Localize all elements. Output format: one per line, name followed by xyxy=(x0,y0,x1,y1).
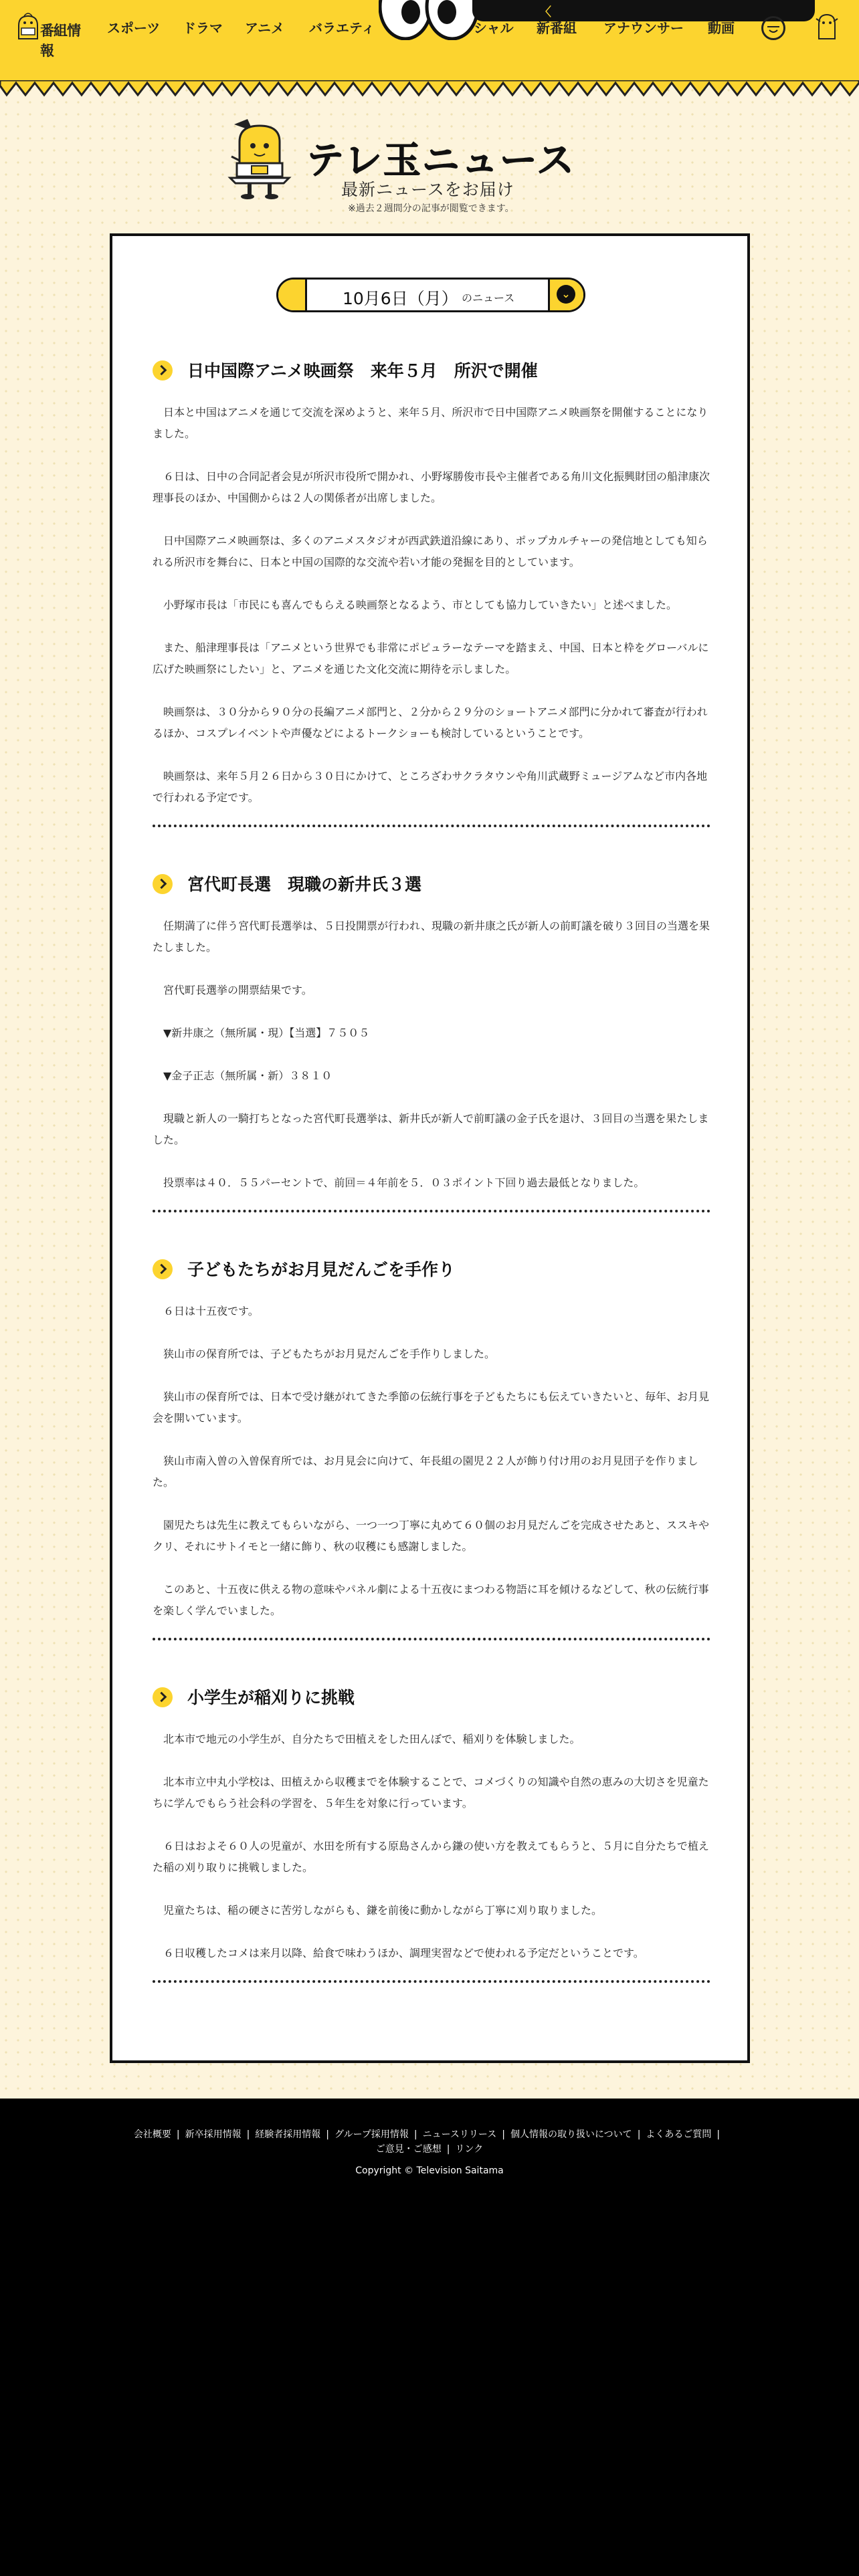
footer-link-experienced[interactable]: 経験者採用情報 xyxy=(255,2129,321,2140)
date-select[interactable] xyxy=(276,278,585,312)
footer-link-privacy[interactable]: 個人情報の取り扱いについて xyxy=(510,2129,632,2140)
article-header xyxy=(153,866,710,901)
mascot-face-icon[interactable] xyxy=(761,16,785,40)
nav-item-drama[interactable]: ドラマ xyxy=(183,20,223,36)
footer-separator: | xyxy=(176,2129,180,2140)
nav-item-variety[interactable]: バラエティ xyxy=(309,20,375,36)
article-paragraph: 任期満了に伴う宮代町長選挙は、５日投開票が行われ、現職の新井康之氏が新人の前町議を破り３回目の当選を果たしました。 xyxy=(153,920,710,954)
news-content-box xyxy=(110,233,750,2063)
site-header xyxy=(0,0,859,80)
article-title: 宮代町長選 現職の新井氏３選 xyxy=(187,875,422,894)
article-paragraph: 映画祭は、来年５月２６日から３０日にかけて、ところざわサクラタウンや角川武蔵野ミュージアムなど市内各地で行われる予定です。 xyxy=(153,770,708,804)
article-header xyxy=(153,1251,710,1286)
footer-separator: | xyxy=(326,2129,330,2140)
footer-separator: | xyxy=(413,2129,417,2140)
page-subtitle: 最新ニュースをお届け xyxy=(341,180,514,199)
footer-separator: | xyxy=(246,2129,250,2140)
article-title: 小学生が稲刈りに挑戦 xyxy=(187,1688,355,1707)
article-paragraph: ６日は十五夜です。 xyxy=(163,1305,259,1317)
footer-link-news-release[interactable]: ニュースリリース xyxy=(422,2129,497,2140)
chevron-right-icon xyxy=(153,1687,173,1707)
article-paragraph: 日本と中国はアニメを通じて交流を深めようと、来年５月、所沢市で日中国際アニメ映画祭を開催することになりました。 xyxy=(153,406,708,440)
article-paragraph: 宮代町長選挙の開票結果です。 xyxy=(163,984,312,996)
article-paragraph: 小野塚市長は「市民にも喜んでもらえる映画祭となるよう、市としても協力していきたい」と述べました。 xyxy=(163,599,678,611)
mascot-character-icon[interactable] xyxy=(814,12,840,40)
article xyxy=(153,1251,710,1640)
nav-item-special[interactable]: シャル xyxy=(474,20,514,36)
date-select-suffix: のニュース xyxy=(462,292,515,304)
article-header xyxy=(153,352,710,387)
site-footer xyxy=(0,2099,859,2576)
main-nav xyxy=(0,17,859,37)
article-paragraph: ▼金子正志（無所属・新）３８１０ xyxy=(163,1069,332,1082)
article-divider xyxy=(153,1980,710,1983)
nav-item-anime[interactable]: アニメ xyxy=(245,20,284,36)
article-paragraph: 投票率は４０．５５パーセントで、前回＝４年前を５．０３ポイント下回り過去最低となりました。 xyxy=(163,1176,645,1189)
article-paragraph: 狭山市南入曽の入曽保育所では、お月見会に向けて、年長組の園児２２人が飾り付け用のお月見団子を作りました。 xyxy=(153,1455,698,1489)
chevron-left-icon: 〈 xyxy=(539,5,551,19)
article-paragraph: ６日は、日中の合同記者会見が所沢市役所で開かれ、小野塚勝俊市長や主催者である角川文化振興財団の船津康次理事長のほか、中国側からは２人の関係者が出席しました。 xyxy=(153,470,710,504)
logo-text: 番組情報 xyxy=(40,23,80,59)
copyright: Copyright © Television Saitama xyxy=(355,2165,504,2176)
footer-link-company[interactable]: 会社概要 xyxy=(133,2129,171,2140)
date-select-right-cap xyxy=(548,280,583,310)
article-title: 子どもたちがお月見だんごを手作り xyxy=(187,1260,456,1279)
nav-item-announcers[interactable]: アナウンサー xyxy=(603,20,684,36)
chevron-right-icon xyxy=(153,1259,173,1279)
page-title: テレ玉ニュース xyxy=(306,139,576,183)
footer-link-links[interactable]: リンク xyxy=(455,2144,484,2155)
date-select-value: 10月6日（月） xyxy=(343,289,458,308)
footer-separator: | xyxy=(637,2129,641,2140)
article-header xyxy=(153,1679,710,1714)
header-zigzag-edge xyxy=(0,80,859,100)
article-divider xyxy=(153,1210,710,1212)
footer-link-faq[interactable]: よくあるご質問 xyxy=(646,2129,712,2140)
nav-item-new-programs[interactable]: 新番組 xyxy=(537,20,577,36)
nav-item-videos[interactable]: 動画 xyxy=(708,20,735,36)
article-paragraph: 児童たちは、稲の硬さに苦労しながらも、鎌を前後に動かしながら丁寧に刈り取りました。 xyxy=(163,1904,603,1917)
chevron-right-icon xyxy=(153,360,173,381)
footer-link-new-grad[interactable]: 新卒採用情報 xyxy=(185,2129,242,2140)
article-divider xyxy=(153,825,710,827)
article-paragraph: 現職と新人の一騎打ちとなった宮代町長選挙は、新井氏が新人で前町議の金子氏を退け、３回目の当選を果たしました。 xyxy=(153,1112,709,1146)
news-mascot-icon xyxy=(227,114,294,201)
article-body xyxy=(153,916,710,1194)
article xyxy=(153,1679,710,1983)
footer-separator: | xyxy=(717,2129,721,2140)
article-paragraph: 北本市で地元の小学生が、自分たちで田植えをした田んぼで、稲刈りを体験しました。 xyxy=(163,1733,581,1745)
article-paragraph: ６日はおよそ６０人の児童が、水田を所有する原島さんから鎌の使い方を教えてもらうと、５月に自分たちで植えた稲の刈り取りに挑戦しました。 xyxy=(153,1840,709,1874)
article-paragraph: 映画祭は、３０分から９０分の長編アニメ部門と、２分から２９分のショートアニメ部門に分かれて審査が行われるほか、コスプレイベントや声優などによるトークショーも検討しているということです。 xyxy=(153,706,708,740)
article-paragraph: 狭山市の保育所では、子どもたちがお月見だんごを手作りしました。 xyxy=(163,1348,496,1360)
article-paragraph: また、船津理事長は「アニメという世界でも非常にポピュラーなテーマを踏まえ、中国、日本と枠をグローバルに広げた映画祭にしたい」と、アニメを通じた文化交流に期待を示しました。 xyxy=(153,641,709,675)
chevron-down-icon: ⌄ xyxy=(557,285,575,304)
article-title: 日中国際アニメ映画祭 来年５月 所沢で開催 xyxy=(187,361,538,381)
article-paragraph: 狭山市の保育所では、日本で受け継がれてきた季節の伝統行事を子どもたちにも伝えていきたいと、毎年、お月見会を開いています。 xyxy=(153,1390,710,1424)
chevron-right-icon xyxy=(153,874,173,894)
article-paragraph: 園児たちは先生に教えてもらいながら、一つ一つ丁寧に丸めて６０個のお月見だんごを完成させたあと、ススキやクリ、それにサトイモと一緒に飾り、秋の収穫にも感謝しました。 xyxy=(153,1519,710,1553)
footer-links xyxy=(107,2127,752,2157)
article-paragraph: ６日収穫したコメは来月以降、給食で味わうほか、調理実習などで使われる予定だということです。 xyxy=(163,1947,644,1959)
date-select-left-cap xyxy=(278,280,307,310)
article-body xyxy=(153,1301,710,1622)
article-body xyxy=(153,1729,710,1964)
article-paragraph: 北本市立中丸小学校は、田植えから収穫までを体験することで、コメづくりの知識や自然の恵みの大切さを児童たちに学んでもらう社会科の学習を、５年生を対象に行っています。 xyxy=(153,1776,709,1810)
article-divider xyxy=(153,1638,710,1640)
nav-item-sports[interactable]: スポーツ xyxy=(107,20,161,36)
article-body xyxy=(153,402,710,809)
article xyxy=(153,866,710,1212)
article-paragraph: 日中国際アニメ映画祭は、多くのアニメスタジオが西武鉄道沿線にあり、ポップカルチャーの発信地としても知られる所沢市を舞台に、日本と中国の国際的な交流や若い才能の発掘を目的としています。 xyxy=(153,534,708,568)
article-paragraph: ▼新井康之（無所属・現）【当選】７５０５ xyxy=(163,1027,370,1039)
footer-separator: | xyxy=(446,2144,450,2155)
article-paragraph: このあと、十五夜に供える物の意味やパネル劇による十五夜にまつわる物語に耳を傾けるなどして、秋の伝統行事を楽しく学んでいました。 xyxy=(153,1583,709,1617)
footer-separator: | xyxy=(502,2129,505,2140)
archive-note: ※過去２週間分の記事が閲覧できます。 xyxy=(348,203,514,214)
article xyxy=(153,352,710,827)
footer-link-group-recruit[interactable]: グループ採用情報 xyxy=(335,2129,409,2140)
footer-link-feedback[interactable]: ご意見・ご感想 xyxy=(375,2144,442,2155)
article-list xyxy=(153,336,710,2022)
